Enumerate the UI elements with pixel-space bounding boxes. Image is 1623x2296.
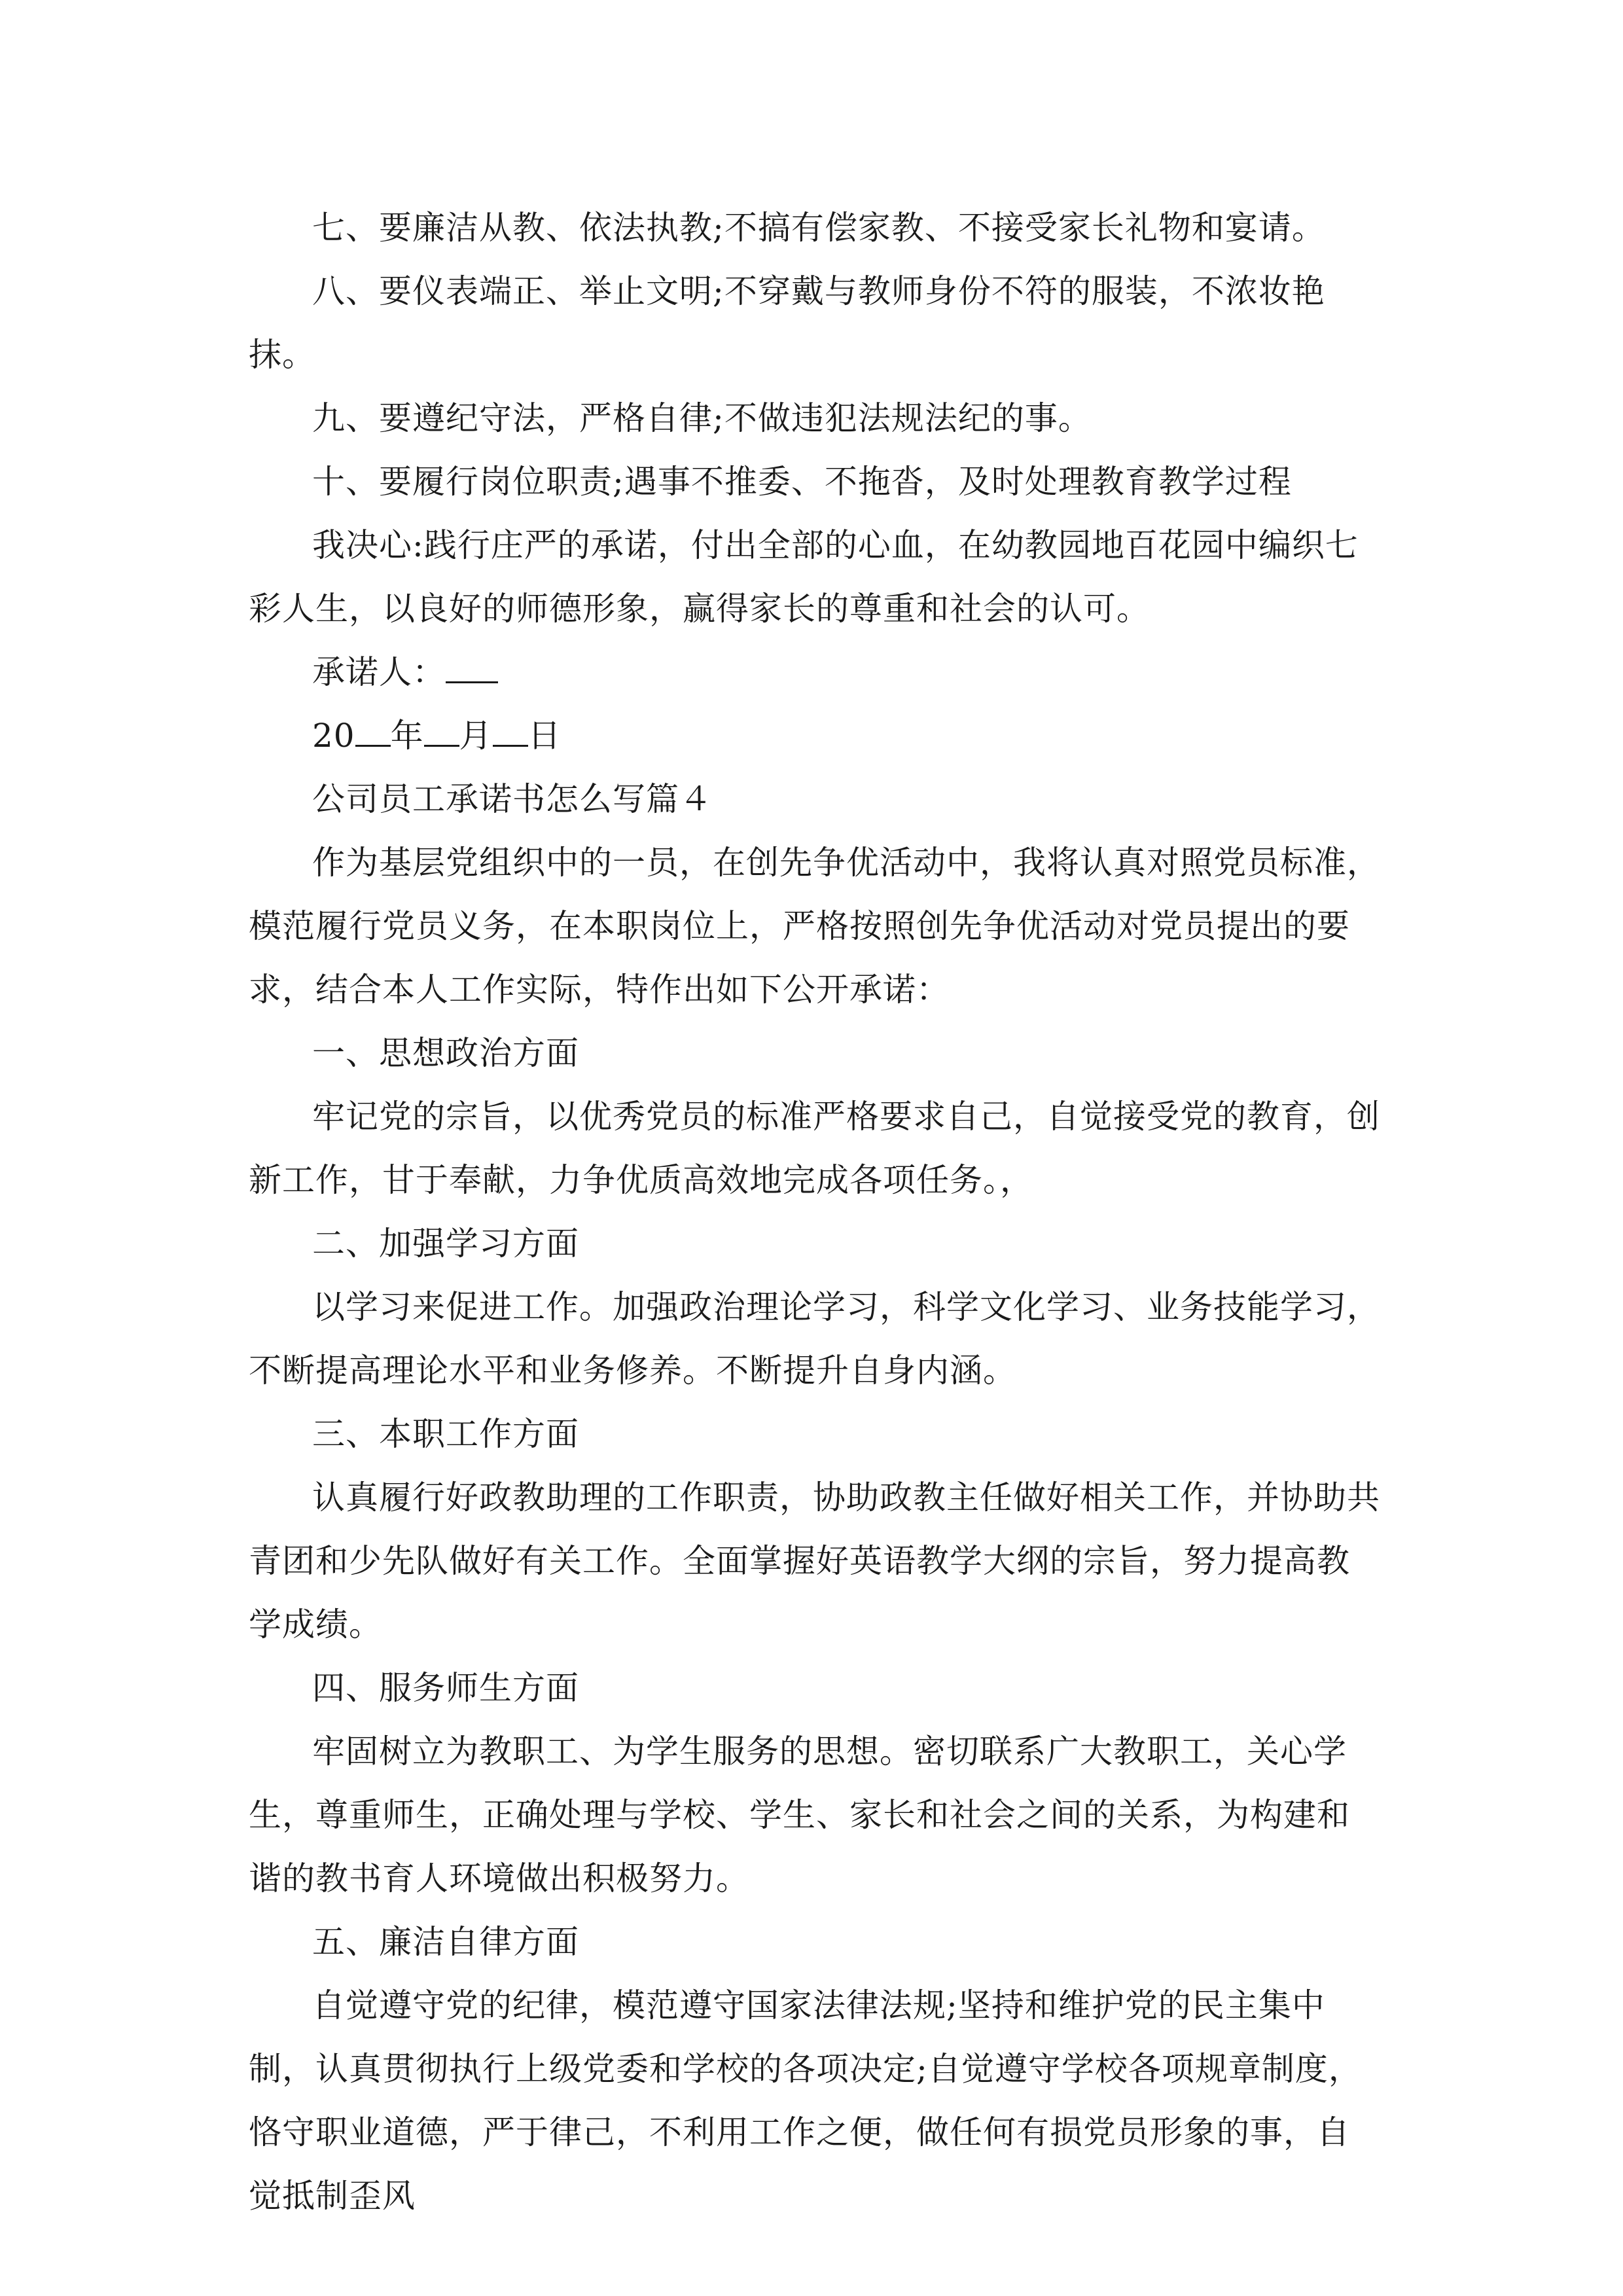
rule-8: 八、要仪表端正、举止文明;不穿戴与教师身份不符的服装，不浓妆艳抹。 — [249, 272, 1325, 374]
date-year-label: 年 — [390, 717, 424, 755]
section-heading: 一、思想政治方面 — [312, 1034, 579, 1072]
resolution-paragraph: 我决心:践行庄严的承诺，付出全部的心血，在幼教园地百花园中编织七彩人生，以良好的师德形象，赢得家长的尊重和社会的认可。 — [249, 526, 1359, 628]
document-body — [249, 196, 1381, 2228]
date-day-label: 日 — [527, 717, 562, 755]
section-title: 公司员工承诺书怎么写篇４ — [312, 780, 713, 818]
section-heading: 三、本职工作方面 — [312, 1415, 579, 1453]
section-heading: 四、服务师生方面 — [312, 1669, 579, 1707]
section-body: 牢记党的宗旨，以优秀党员的标准严格要求自己，自觉接受党的教育，创新工作，甘于奉献，力争优质高效地完成各项任务。， — [249, 1098, 1380, 1199]
section-body: 自觉遵守党的纪律，模范遵守国家法律法规;坚持和维护党的民主集中制，认真贯彻执行上级党委和学校的各项决定;自觉遵守学校各项规章制度，恪守职业道德，严于律己，不利用工作之便，做任何有损党员形象的事，自觉抵制歪风 — [249, 1986, 1362, 2215]
section-heading: 五、廉洁自律方面 — [312, 1923, 579, 1961]
section-heading: 二、加强学习方面 — [312, 1225, 579, 1263]
section-body: 以学习来促进工作。加强政治理论学习，科学文化学习、业务技能学习，不断提高理论水平和业务修养。不断提升自身内涵。 — [249, 1288, 1380, 1390]
rule-9: 九、要遵纪守法，严格自律;不做违犯法规法纪的事。 — [312, 399, 1092, 437]
month-blank — [424, 708, 459, 747]
signer-blank — [446, 645, 498, 683]
rule-10: 十、要履行岗位职责;遇事不推委、不拖沓，及时处理教育教学过程 — [312, 463, 1292, 501]
section-body: 牢固树立为教职工、为学生服务的思想。密切联系广大教职工，关心学生，尊重师生，正确处理与学校、学生、家长和社会之间的关系，为构建和谐的教书育人环境做出积极努力。 — [249, 1732, 1350, 1897]
signer-label: 承诺人： — [312, 653, 446, 691]
day-blank — [493, 708, 528, 747]
date-year-prefix: 20 — [312, 717, 355, 755]
rule-7: 七、要廉洁从教、依法执教;不搞有偿家教、不接受家长礼物和宴请。 — [312, 209, 1325, 247]
intro-paragraph: 作为基层党组织中的一员，在创先争优活动中，我将认真对照党员标准，模范履行党员义务，在本职岗位上，严格按照创先争优活动对党员提出的要求，结合本人工作实际，特作出如下公开承诺： — [249, 844, 1380, 1009]
date-line — [249, 704, 1381, 768]
signer-line — [249, 641, 1381, 704]
section-body: 认真履行好政教助理的工作职责，协助政教主任做好相关工作，并协助共青团和少先队做好有关工作。全面掌握好英语教学大纲的宗旨，努力提高教学成绩。 — [249, 1479, 1380, 1643]
year-blank — [355, 708, 391, 747]
date-month-label: 月 — [459, 717, 493, 755]
